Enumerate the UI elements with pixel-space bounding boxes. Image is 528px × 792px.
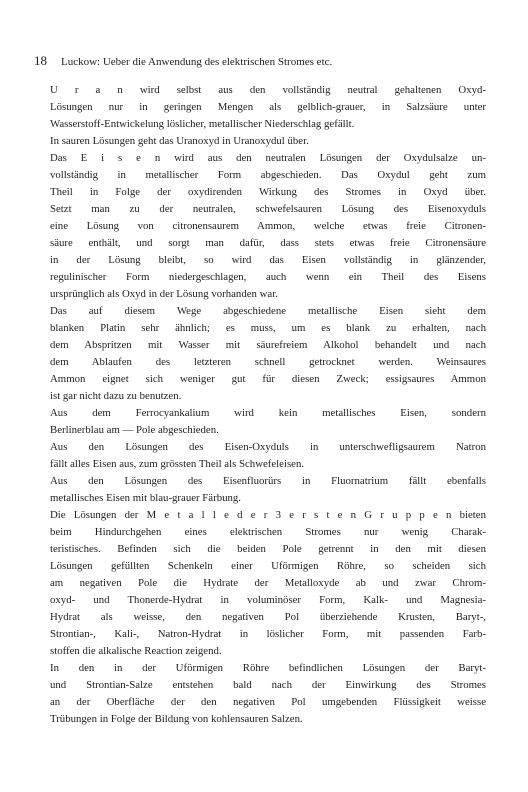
paragraph [34, 150, 486, 303]
text-line: ist gar nicht dazu zu benutzen. [50, 390, 182, 402]
text-line: dem Abspritzen mit Wasser mit säurefreiem Alkohol behandelt und nach [50, 339, 486, 351]
text-line: vollständig in metallischer Form abgeschieden. Das Oxydul geht zum [50, 169, 486, 181]
paragraph [34, 439, 486, 473]
page-number: 18 [34, 53, 47, 68]
text-line: Ammon eignet sich weniger gut für diesen Zweck; essigsaures Ammon [50, 373, 486, 385]
text-line: metallisches Eisen mit blau-grauer Färbung. [50, 492, 241, 504]
text-line: Aus dem Ferrocyankalium wird kein metallisches Eisen, sondern [50, 407, 486, 419]
text-line: Hydrat als weisse, den negativen Pol überziehende Krusten, Baryt-, [50, 611, 486, 623]
paragraph [34, 82, 486, 133]
text-line: und Strontian-Salze entstehen bald nach der Einwirkung des Stromes [50, 679, 486, 691]
running-header [34, 54, 486, 69]
text-line: teristisches. Befinden sich die beiden Pole getrennt in den mit diesen [50, 543, 486, 555]
text-line: dem Ablaufen des letzteren schnell getrocknet werden. Weinsaures [50, 356, 486, 368]
text-line: Aus den Lösungen des Eisen-Oxyduls in unterschwefligsaurem Natron [50, 441, 486, 453]
text-line: eine Lösung von citronensaurem Ammon, welche etwas freie Citronen- [50, 220, 486, 232]
running-title: Luckow: Ueber die Anwendung des elektrischen Stromes etc. [61, 56, 333, 68]
text-line: stoffen die alkalische Reaction zeigend. [50, 645, 222, 657]
paragraph [34, 660, 486, 728]
text-line: Aus den Lösungen des Eisenfluorürs in Fluornatrium fällt ebenfalls [50, 475, 486, 487]
text-line: In den in der Uförmigen Röhre befindlichen Lösungen der Baryt- [50, 662, 486, 674]
text-line: Strontian-, Kali-, Natron-Hydrat in löslicher Form, mit passenden Farb- [50, 628, 486, 640]
paragraph [34, 473, 486, 507]
text-line: Berlinerblau am — Pole abgeschieden. [50, 424, 219, 436]
text-line: fällt alles Eisen aus, zum grössten Theil als Schwefeleisen. [50, 458, 305, 470]
text-line: beim Hindurchgehen eines elektrischen Stromes nur wenig Charak- [50, 526, 486, 538]
text-line: Lösungen gefüllten Schenkeln einer Uförmigen Röhre, so scheiden sich [50, 560, 486, 572]
text-line: Wasserstoff-Entwickelung löslicher, metallischer Niederschlag gefällt. [50, 118, 355, 130]
text-line: an der Oberfläche der den negativen Pol umgebenden Flüssigkeit weisse [50, 696, 486, 708]
text-line: oxyd- und Thonerde-Hydrat in voluminöser Form, Kalk- und Magnesia- [50, 594, 486, 606]
text-line: In sauren Lösungen geht das Uranoxyd in Uranoxydul über. [50, 135, 309, 147]
text-line: in der Lösung bleibt, so wird das Eisen vollständig in glänzender, [50, 254, 486, 266]
text-line: blanken Platin sehr ähnlich; es muss, um es blank zu erhalten, nach [50, 322, 486, 334]
text-line: regulinischer Form niedergeschlagen, auch wenn ein Theil des Eisens [50, 271, 486, 283]
paragraph [34, 133, 486, 150]
paragraph [34, 303, 486, 405]
text-line: Lösungen nur in geringen Mengen als gelblich-grauer, in Salzsäure unter [50, 101, 486, 113]
text-line: am negativen Pole die Hydrate der Metalloxyde ab und zwar Chrom- [50, 577, 486, 589]
text-line: Trübungen in Folge der Bildung von kohlensauren Salzen. [50, 713, 303, 725]
text-line: Das auf diesem Wege abgeschiedene metallische Eisen sieht dem [50, 305, 486, 317]
text-line: säure enthält, und sorgt man dafür, dass stets etwas freie Citronensäure [50, 237, 486, 249]
text-line: Setzt man zu der neutralen, schwefelsauren Lösung des Eisenoxyduls [50, 203, 486, 215]
text-line: ursprünglich als Oxyd in der Lösung vorhanden war. [50, 288, 278, 300]
text-line: Die Lösungen der M e t a l l e d e r 3 e r s t e n G r u p p e n bieten [50, 509, 486, 521]
body-text [34, 82, 486, 728]
paragraph [34, 405, 486, 439]
text-line: Das E i s e n wird aus den neutralen Lösungen der Oxydulsalze un- [50, 152, 486, 164]
text-line: U r a n wird selbst aus den vollständig neutral gehaltenen Oxyd- [50, 84, 486, 96]
paragraph [34, 507, 486, 660]
text-line: Theil in Folge der oxydirenden Wirkung des Stromes in Oxyd über. [50, 186, 486, 198]
